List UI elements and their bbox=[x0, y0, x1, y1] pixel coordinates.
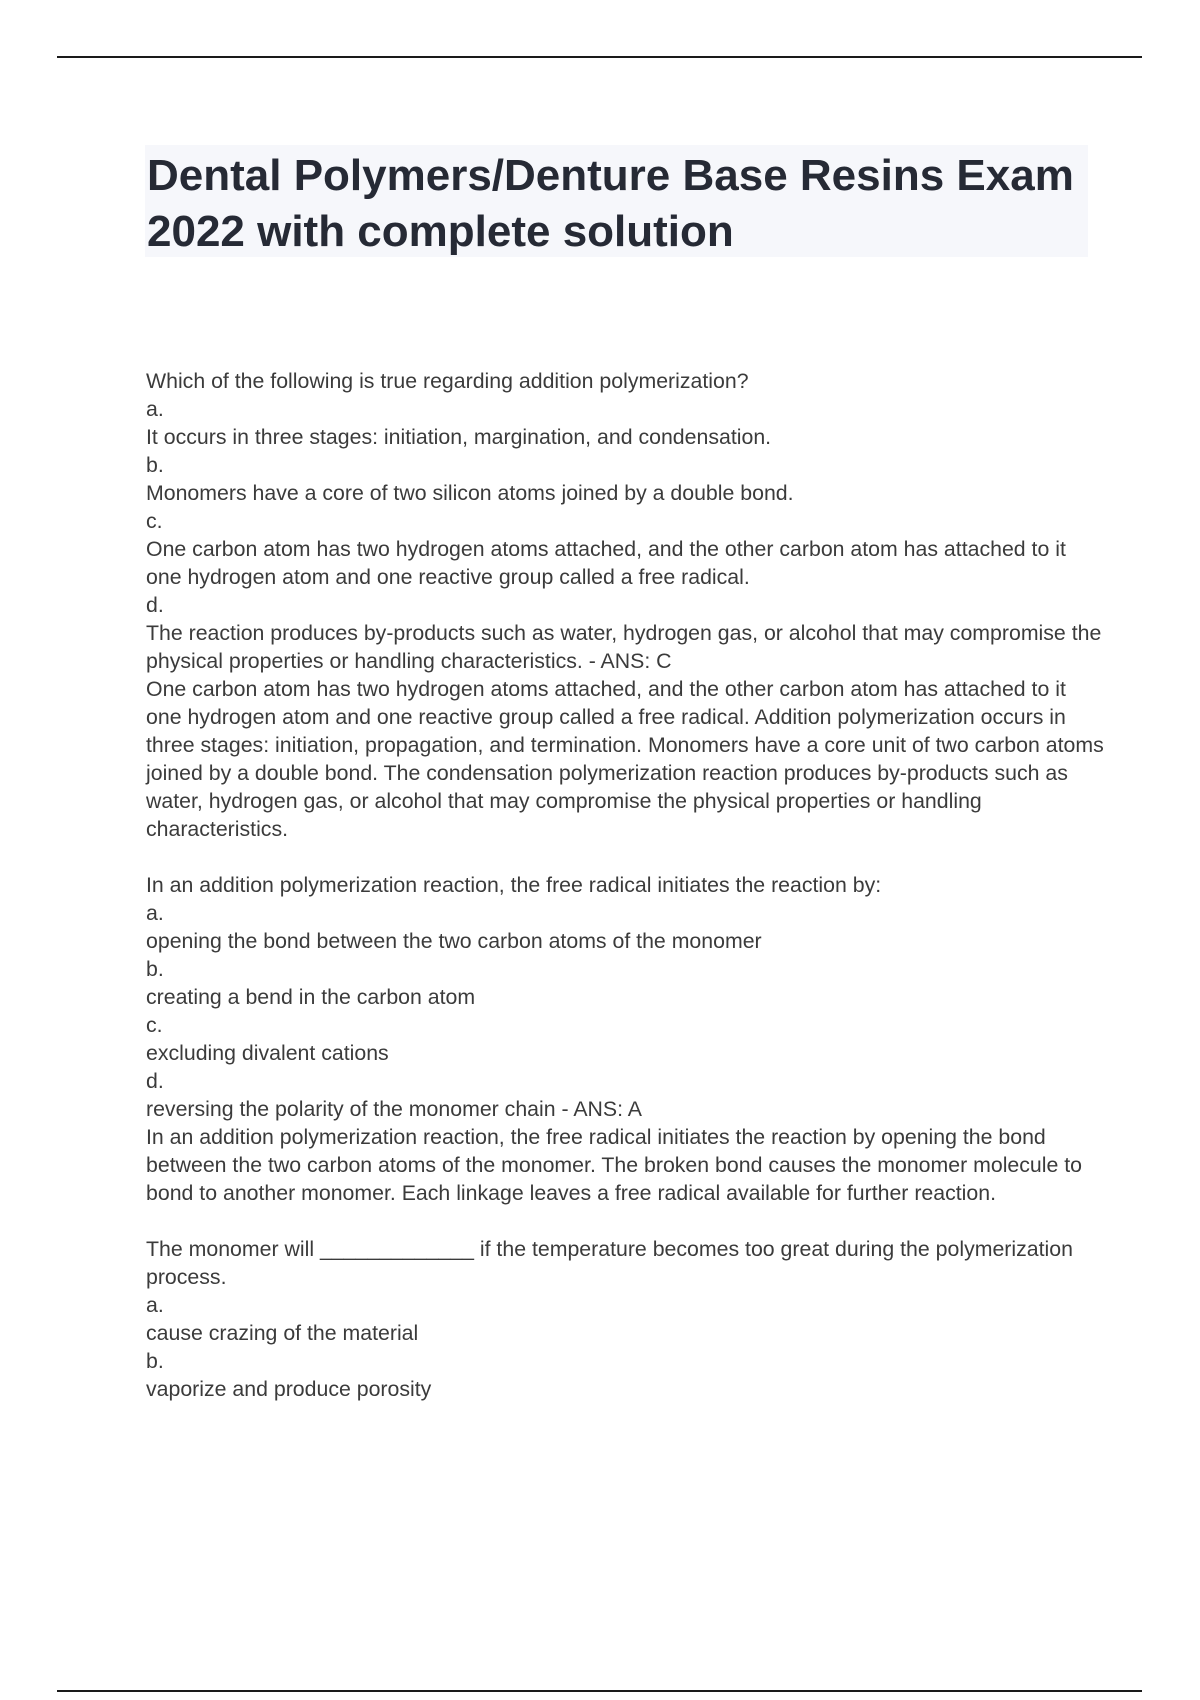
option-text-with-answer: The reaction produces by-products such as water, hydrogen gas, or alcohol that may compromise the physical properties or handling characteristics. - ANS: C bbox=[146, 621, 1108, 673]
option-letter: b. bbox=[146, 957, 164, 981]
question-prompt: Which of the following is true regarding addition polymerization? bbox=[146, 369, 749, 393]
option-letter: a. bbox=[146, 397, 164, 421]
exam-content bbox=[146, 367, 1110, 1431]
option-text: It occurs in three stages: initiation, margination, and condensation. bbox=[146, 425, 772, 449]
option-text: opening the bond between the two carbon atoms of the monomer bbox=[146, 929, 762, 953]
option-letter: b. bbox=[146, 453, 164, 477]
option-letter: a. bbox=[146, 1293, 164, 1317]
question-2 bbox=[146, 871, 1106, 1207]
option-text: One carbon atom has two hydrogen atoms attached, and the other carbon atom has attached to it one hydrogen atom and one reactive group called a free radical. bbox=[146, 537, 1072, 589]
footer-rule bbox=[57, 1690, 1142, 1692]
document-title: Dental Polymers/Denture Base Resins Exam 2022 with complete solution bbox=[147, 151, 1074, 256]
question-1 bbox=[146, 367, 1110, 843]
option-text: excluding divalent cations bbox=[146, 1041, 389, 1065]
option-text: Monomers have a core of two silicon atoms joined by a double bond. bbox=[146, 481, 794, 505]
option-letter: c. bbox=[146, 1013, 163, 1037]
option-letter: c. bbox=[146, 509, 163, 533]
option-letter: d. bbox=[146, 1069, 164, 1093]
option-text: creating a bend in the carbon atom bbox=[146, 985, 476, 1009]
question-3 bbox=[146, 1235, 1106, 1403]
option-letter: b. bbox=[146, 1349, 164, 1373]
answer-explanation: In an addition polymerization reaction, the free radical initiates the reaction by opening the bond between the two carbon atoms of the monomer. The broken bond causes the monomer molecule to bond to another monomer. Each linkage leaves a free radical available for further reaction. bbox=[146, 1125, 1088, 1205]
option-text: vaporize and produce porosity bbox=[146, 1377, 432, 1401]
option-text: cause crazing of the material bbox=[146, 1321, 419, 1345]
option-letter: a. bbox=[146, 901, 164, 925]
option-text-with-answer: reversing the polarity of the monomer chain - ANS: A bbox=[146, 1097, 642, 1121]
question-prompt: The monomer will _____________ if the temperature becomes too great during the polymerization process. bbox=[146, 1237, 1079, 1289]
option-letter: d. bbox=[146, 593, 164, 617]
header-rule bbox=[57, 56, 1142, 58]
question-prompt: In an addition polymerization reaction, the free radical initiates the reaction by: bbox=[146, 873, 882, 897]
answer-explanation: One carbon atom has two hydrogen atoms attached, and the other carbon atom has attached to it one hydrogen atom and one reactive group called a free radical. Addition polymerization occurs in three stages: initiation, propagation, and termination. Monomers have a core unit of two carbon atoms joined by a double bond. The condensation polymerization reaction produces by-products such as water, hydrogen gas, or alcohol that may compromise the physical properties or handling characteristics. bbox=[146, 677, 1110, 841]
